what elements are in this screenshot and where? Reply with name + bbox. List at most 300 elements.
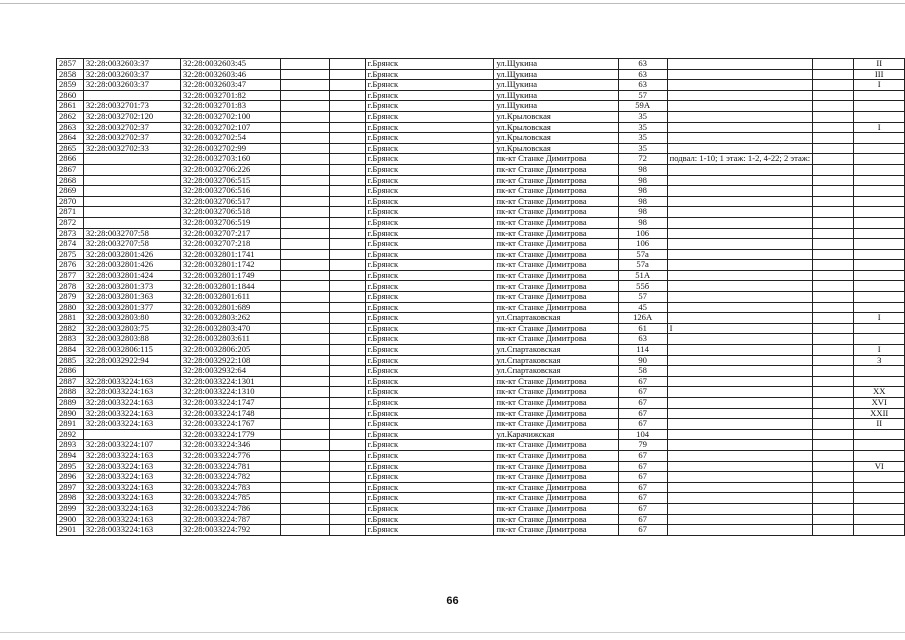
row-number-cell: 2869 [57, 186, 84, 197]
empty-cell [813, 387, 854, 398]
table-row [57, 376, 905, 387]
empty-cell [281, 292, 330, 303]
house-number-cell: 67 [618, 450, 667, 461]
row-number-cell: 2861 [57, 101, 84, 112]
room-number-cell [854, 186, 905, 197]
empty-cell [281, 228, 330, 239]
empty-cell [329, 143, 365, 154]
room-number-cell [854, 154, 905, 165]
table-row [57, 281, 905, 292]
empty-cell [281, 387, 330, 398]
room-number-cell: I [854, 122, 905, 133]
house-number-cell: 126А [618, 313, 667, 324]
parent-cadastral-number-cell: 32:28:0033224:107 [83, 440, 180, 451]
cadastral-number-cell: 32:28:0032702:99 [180, 143, 280, 154]
city-cell: г.Брянск [365, 281, 494, 292]
house-number-cell: 67 [618, 376, 667, 387]
row-number-cell: 2898 [57, 493, 84, 504]
premises-cell [667, 461, 812, 472]
row-number-cell: 2857 [57, 59, 84, 70]
empty-cell [813, 472, 854, 483]
premises-cell [667, 503, 812, 514]
empty-cell [329, 472, 365, 483]
street-cell: пк-кт Станке Димитрова [494, 503, 618, 514]
row-number-cell: 2895 [57, 461, 84, 472]
parent-cadastral-number-cell: 32:28:0033224:163 [83, 376, 180, 387]
city-cell: г.Брянск [365, 154, 494, 165]
table-row [57, 366, 905, 377]
row-number-cell: 2892 [57, 429, 84, 440]
city-cell: г.Брянск [365, 69, 494, 80]
cadastral-number-cell: 32:28:0032706:517 [180, 196, 280, 207]
empty-cell [281, 525, 330, 536]
parent-cadastral-number-cell: 32:28:0033224:163 [83, 503, 180, 514]
empty-cell [329, 111, 365, 122]
table-row [57, 493, 905, 504]
empty-cell [329, 408, 365, 419]
empty-cell [281, 217, 330, 228]
city-cell: г.Брянск [365, 260, 494, 271]
city-cell: г.Брянск [365, 175, 494, 186]
house-number-cell: 67 [618, 419, 667, 430]
cadastral-number-cell: 32:28:0033224:787 [180, 514, 280, 525]
empty-cell [813, 419, 854, 430]
empty-cell [329, 249, 365, 260]
city-cell: г.Брянск [365, 514, 494, 525]
premises-cell [667, 525, 812, 536]
empty-cell [813, 154, 854, 165]
premises-cell [667, 249, 812, 260]
table-row [57, 69, 905, 80]
empty-cell [281, 249, 330, 260]
table-row [57, 313, 905, 324]
room-number-cell [854, 514, 905, 525]
street-cell: ул.Щукина [494, 80, 618, 91]
street-cell: ул.Крыловская [494, 111, 618, 122]
room-number-cell [854, 323, 905, 334]
empty-cell [329, 101, 365, 112]
premises-cell [667, 334, 812, 345]
room-number-cell: XVI [854, 398, 905, 409]
premises-cell [667, 228, 812, 239]
street-cell: ул.Карачижская [494, 429, 618, 440]
cadastral-number-cell: 32:28:0033224:776 [180, 450, 280, 461]
street-cell: пк-кт Станке Димитрова [494, 154, 618, 165]
cadastral-number-cell: 32:28:0032706:226 [180, 164, 280, 175]
parent-cadastral-number-cell: 32:28:0032801:426 [83, 260, 180, 271]
house-number-cell: 63 [618, 80, 667, 91]
table-row [57, 440, 905, 451]
house-number-cell: 45 [618, 302, 667, 313]
row-number-cell: 2868 [57, 175, 84, 186]
empty-cell [329, 281, 365, 292]
empty-cell [329, 366, 365, 377]
city-cell: г.Брянск [365, 334, 494, 345]
empty-cell [329, 461, 365, 472]
parent-cadastral-number-cell: 32:28:0033224:163 [83, 398, 180, 409]
table-row [57, 80, 905, 91]
street-cell: пк-кт Станке Димитрова [494, 398, 618, 409]
room-number-cell [854, 302, 905, 313]
cadastral-number-cell: 32:28:0032801:1742 [180, 260, 280, 271]
empty-cell [813, 334, 854, 345]
room-number-cell [854, 281, 905, 292]
empty-cell [281, 133, 330, 144]
street-cell: ул.Спартаковская [494, 355, 618, 366]
room-number-cell: VI [854, 461, 905, 472]
room-number-cell: II [854, 59, 905, 70]
parent-cadastral-number-cell: 32:28:0033224:163 [83, 419, 180, 430]
city-cell: г.Брянск [365, 398, 494, 409]
row-number-cell: 2863 [57, 122, 84, 133]
room-number-cell [854, 503, 905, 514]
empty-cell [329, 270, 365, 281]
empty-cell [813, 122, 854, 133]
empty-cell [329, 482, 365, 493]
room-number-cell [854, 249, 905, 260]
room-number-cell [854, 376, 905, 387]
parent-cadastral-number-cell [83, 196, 180, 207]
empty-cell [329, 260, 365, 271]
premises-cell [667, 472, 812, 483]
premises-cell [667, 164, 812, 175]
empty-cell [329, 186, 365, 197]
house-number-cell: 67 [618, 461, 667, 472]
table-row [57, 186, 905, 197]
premises-cell [667, 302, 812, 313]
empty-cell [281, 175, 330, 186]
street-cell: ул.Спартаковская [494, 313, 618, 324]
premises-cell [667, 419, 812, 430]
room-number-cell: III [854, 69, 905, 80]
row-number-cell: 2897 [57, 482, 84, 493]
table-row [57, 133, 905, 144]
empty-cell [813, 249, 854, 260]
table-row [57, 196, 905, 207]
premises-cell [667, 69, 812, 80]
empty-cell [329, 419, 365, 430]
cadastral-number-cell: 32:28:0033224:1301 [180, 376, 280, 387]
empty-cell [329, 440, 365, 451]
cadastral-number-cell: 32:28:0033224:1779 [180, 429, 280, 440]
row-number-cell: 2866 [57, 154, 84, 165]
table-row [57, 59, 905, 70]
empty-cell [813, 450, 854, 461]
premises-cell [667, 133, 812, 144]
table-row [57, 260, 905, 271]
room-number-cell: I [854, 313, 905, 324]
empty-cell [281, 270, 330, 281]
house-number-cell: 63 [618, 334, 667, 345]
parent-cadastral-number-cell: 32:28:0032702:120 [83, 111, 180, 122]
empty-cell [281, 514, 330, 525]
empty-cell [813, 440, 854, 451]
parent-cadastral-number-cell: 32:28:0033224:163 [83, 514, 180, 525]
empty-cell [281, 503, 330, 514]
room-number-cell [854, 270, 905, 281]
table-row [57, 292, 905, 303]
street-cell: ул.Крыловская [494, 122, 618, 133]
premises-cell [667, 313, 812, 324]
street-cell: пк-кт Станке Димитрова [494, 228, 618, 239]
cadastral-number-cell: 32:28:0032803:262 [180, 313, 280, 324]
street-cell: ул.Спартаковская [494, 366, 618, 377]
table-row [57, 345, 905, 356]
street-cell: пк-кт Станке Димитрова [494, 408, 618, 419]
table-row [57, 217, 905, 228]
house-number-cell: 57 [618, 292, 667, 303]
street-cell: пк-кт Станке Димитрова [494, 186, 618, 197]
empty-cell [813, 366, 854, 377]
premises-cell [667, 101, 812, 112]
parent-cadastral-number-cell: 32:28:0032803:88 [83, 334, 180, 345]
street-cell: пк-кт Станке Димитрова [494, 207, 618, 218]
empty-cell [281, 59, 330, 70]
row-number-cell: 2871 [57, 207, 84, 218]
empty-cell [281, 355, 330, 366]
room-number-cell [854, 525, 905, 536]
empty-cell [813, 69, 854, 80]
premises-cell [667, 80, 812, 91]
city-cell: г.Брянск [365, 111, 494, 122]
street-cell: ул.Щукина [494, 90, 618, 101]
street-cell: пк-кт Станке Димитрова [494, 461, 618, 472]
parent-cadastral-number-cell: 32:28:0032803:80 [83, 313, 180, 324]
street-cell: ул.Спартаковская [494, 345, 618, 356]
parent-cadastral-number-cell [83, 186, 180, 197]
row-number-cell: 2896 [57, 472, 84, 483]
table-row [57, 122, 905, 133]
parent-cadastral-number-cell: 32:28:0032702:37 [83, 133, 180, 144]
cadastral-number-cell: 32:28:0032801:1741 [180, 249, 280, 260]
parent-cadastral-number-cell [83, 217, 180, 228]
table-row [57, 398, 905, 409]
house-number-cell: 67 [618, 525, 667, 536]
empty-cell [813, 525, 854, 536]
city-cell: г.Брянск [365, 482, 494, 493]
house-number-cell: 98 [618, 217, 667, 228]
table-row [57, 101, 905, 112]
house-number-cell: 55б [618, 281, 667, 292]
street-cell: пк-кт Станке Димитрова [494, 525, 618, 536]
city-cell: г.Брянск [365, 186, 494, 197]
scan-edge-top [0, 3, 905, 4]
row-number-cell: 2891 [57, 419, 84, 430]
empty-cell [281, 472, 330, 483]
street-cell: пк-кт Станке Димитрова [494, 292, 618, 303]
row-number-cell: 2882 [57, 323, 84, 334]
row-number-cell: 2873 [57, 228, 84, 239]
parent-cadastral-number-cell: 32:28:0033224:163 [83, 472, 180, 483]
parent-cadastral-number-cell: 32:28:0032801:424 [83, 270, 180, 281]
city-cell: г.Брянск [365, 345, 494, 356]
empty-cell [281, 207, 330, 218]
table-row [57, 239, 905, 250]
room-number-cell [854, 111, 905, 122]
row-number-cell: 2901 [57, 525, 84, 536]
empty-cell [329, 334, 365, 345]
house-number-cell: 63 [618, 69, 667, 80]
room-number-cell [854, 90, 905, 101]
registry-rows [57, 59, 905, 536]
city-cell: г.Брянск [365, 207, 494, 218]
row-number-cell: 2859 [57, 80, 84, 91]
empty-cell [329, 313, 365, 324]
premises-cell [667, 122, 812, 133]
row-number-cell: 2900 [57, 514, 84, 525]
house-number-cell: 104 [618, 429, 667, 440]
street-cell: пк-кт Станке Димитрова [494, 334, 618, 345]
city-cell: г.Брянск [365, 387, 494, 398]
street-cell: пк-кт Станке Димитрова [494, 196, 618, 207]
house-number-cell: 98 [618, 196, 667, 207]
parent-cadastral-number-cell: 32:28:0032806:115 [83, 345, 180, 356]
row-number-cell: 2888 [57, 387, 84, 398]
city-cell: г.Брянск [365, 355, 494, 366]
house-number-cell: 67 [618, 408, 667, 419]
parent-cadastral-number-cell: 32:28:0032922:94 [83, 355, 180, 366]
city-cell: г.Брянск [365, 122, 494, 133]
cadastral-number-cell: 32:28:0032801:1844 [180, 281, 280, 292]
row-number-cell: 2865 [57, 143, 84, 154]
city-cell: г.Брянск [365, 228, 494, 239]
empty-cell [281, 281, 330, 292]
empty-cell [329, 175, 365, 186]
premises-cell [667, 482, 812, 493]
premises-cell [667, 408, 812, 419]
empty-cell [813, 345, 854, 356]
row-number-cell: 2893 [57, 440, 84, 451]
empty-cell [813, 270, 854, 281]
empty-cell [281, 186, 330, 197]
empty-cell [281, 69, 330, 80]
empty-cell [281, 398, 330, 409]
cadastral-number-cell: 32:28:0032702:107 [180, 122, 280, 133]
empty-cell [329, 525, 365, 536]
street-cell: пк-кт Станке Димитрова [494, 450, 618, 461]
street-cell: пк-кт Станке Димитрова [494, 482, 618, 493]
parent-cadastral-number-cell: 32:28:0032707:58 [83, 228, 180, 239]
street-cell: пк-кт Станке Димитрова [494, 376, 618, 387]
cadastral-number-cell: 32:28:0032603:47 [180, 80, 280, 91]
row-number-cell: 2875 [57, 249, 84, 260]
empty-cell [813, 207, 854, 218]
premises-cell [667, 398, 812, 409]
empty-cell [329, 239, 365, 250]
empty-cell [281, 429, 330, 440]
empty-cell [813, 260, 854, 271]
cadastral-number-cell: 32:28:0032707:217 [180, 228, 280, 239]
empty-cell [281, 482, 330, 493]
row-number-cell: 2884 [57, 345, 84, 356]
city-cell: г.Брянск [365, 450, 494, 461]
cadastral-number-cell: 32:28:0032707:218 [180, 239, 280, 250]
street-cell: пк-кт Станке Димитрова [494, 302, 618, 313]
city-cell: г.Брянск [365, 133, 494, 144]
room-number-cell [854, 366, 905, 377]
premises-cell [667, 387, 812, 398]
house-number-cell: 57а [618, 260, 667, 271]
row-number-cell: 2880 [57, 302, 84, 313]
premises-cell [667, 376, 812, 387]
empty-cell [329, 302, 365, 313]
house-number-cell: 67 [618, 503, 667, 514]
table-row [57, 228, 905, 239]
empty-cell [813, 133, 854, 144]
house-number-cell: 98 [618, 175, 667, 186]
empty-cell [329, 514, 365, 525]
cadastral-number-cell: 32:28:0033224:1748 [180, 408, 280, 419]
row-number-cell: 2889 [57, 398, 84, 409]
street-cell: ул.Щукина [494, 59, 618, 70]
empty-cell [813, 398, 854, 409]
house-number-cell: 61 [618, 323, 667, 334]
parent-cadastral-number-cell: 32:28:0032801:377 [83, 302, 180, 313]
room-number-cell [854, 133, 905, 144]
empty-cell [329, 429, 365, 440]
house-number-cell: 67 [618, 482, 667, 493]
parent-cadastral-number-cell: 32:28:0032702:33 [83, 143, 180, 154]
city-cell: г.Брянск [365, 461, 494, 472]
premises-cell [667, 207, 812, 218]
house-number-cell: 90 [618, 355, 667, 366]
cadastral-number-cell: 32:28:0032703:160 [180, 154, 280, 165]
empty-cell [281, 461, 330, 472]
city-cell: г.Брянск [365, 503, 494, 514]
empty-cell [329, 292, 365, 303]
room-number-cell [854, 164, 905, 175]
room-number-cell [854, 101, 905, 112]
parent-cadastral-number-cell: 32:28:0032701:73 [83, 101, 180, 112]
empty-cell [281, 302, 330, 313]
row-number-cell: 2886 [57, 366, 84, 377]
street-cell: ул.Крыловская [494, 143, 618, 154]
row-number-cell: 2885 [57, 355, 84, 366]
row-number-cell: 2878 [57, 281, 84, 292]
parent-cadastral-number-cell: 32:28:0033224:163 [83, 482, 180, 493]
empty-cell [813, 101, 854, 112]
table-row [57, 355, 905, 366]
empty-cell [813, 323, 854, 334]
city-cell: г.Брянск [365, 440, 494, 451]
room-number-cell [854, 260, 905, 271]
house-number-cell: 67 [618, 514, 667, 525]
table-row [57, 514, 905, 525]
empty-cell [329, 133, 365, 144]
empty-cell [813, 355, 854, 366]
room-number-cell [854, 228, 905, 239]
city-cell: г.Брянск [365, 196, 494, 207]
empty-cell [281, 80, 330, 91]
row-number-cell: 2858 [57, 69, 84, 80]
premises-cell [667, 186, 812, 197]
cadastral-number-cell: 32:28:0033224:346 [180, 440, 280, 451]
table-row [57, 525, 905, 536]
empty-cell [281, 111, 330, 122]
house-number-cell: 35 [618, 143, 667, 154]
parent-cadastral-number-cell [83, 154, 180, 165]
street-cell: пк-кт Станке Димитрова [494, 270, 618, 281]
empty-cell [281, 122, 330, 133]
room-number-cell [854, 472, 905, 483]
city-cell: г.Брянск [365, 80, 494, 91]
premises-cell [667, 111, 812, 122]
row-number-cell: 2876 [57, 260, 84, 271]
cadastral-number-cell: 32:28:0032803:470 [180, 323, 280, 334]
row-number-cell: 2877 [57, 270, 84, 281]
premises-cell [667, 175, 812, 186]
empty-cell [813, 461, 854, 472]
